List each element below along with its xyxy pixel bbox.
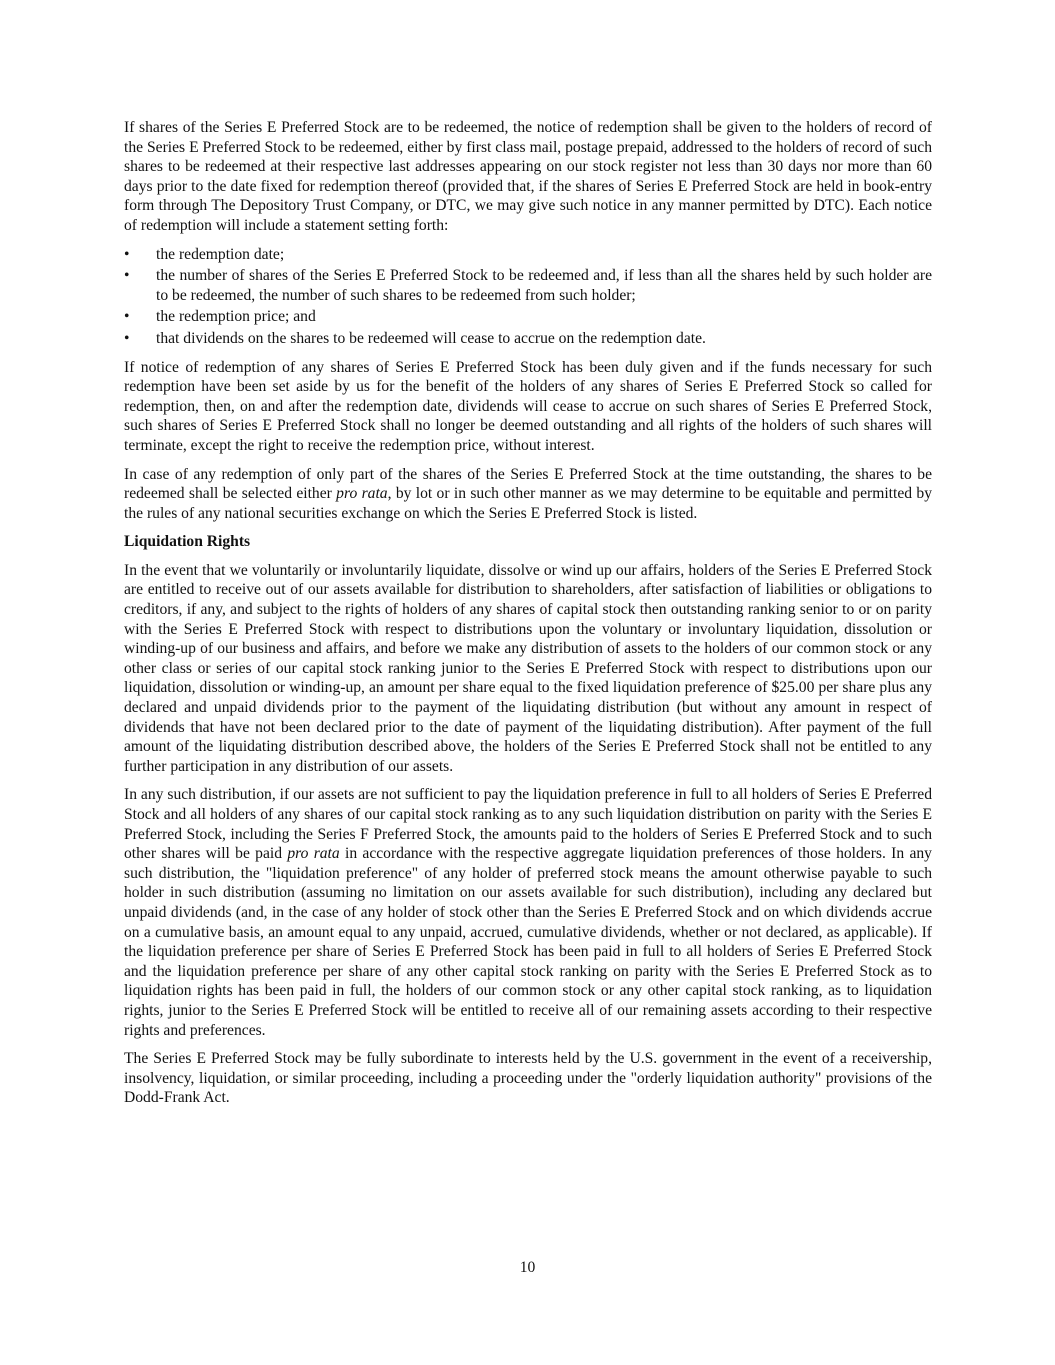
redemption-notice-paragraph: If shares of the Series E Preferred Stock are to be redeemed, the notice of redemption shall be given to the holders of record of the Series E Preferred Stock to be redeemed, either by first class mail, postage prepaid, addressed to the holders of record of such shares to be redeemed at their respective last addresses appearing on our stock register not less than 30 days nor more than 60 days prior to the date fixed for redemption thereof (provided that, if the shares of Series E Preferred Stock are held in book-entry form through The Depository Trust Company, or DTC, we may give such notice in any manner permitted by DTC). Each notice of redemption will include a statement setting forth:	[124, 119, 932, 234]
list-item-text: the redemption price; and	[156, 308, 316, 326]
list-item	[124, 307, 932, 327]
partial-redemption-paragraph	[124, 465, 932, 524]
liquidation-paragraph-2-text-b: in accordance with the respective aggregate liquidation preferences of those holders. In any such distribution, the "liquidation preference" of any holder of preferred stock means the amount otherwise payable to such holder in such distribution (assuming no limitation on our assets available for such distribution), including any declared but unpaid dividends (and, in the case of any holder of stock other than the Series E Preferred Stock and on which dividends accrue on a cumulative basis, an amount equal to any unpaid, accrued, cumulative dividends, whether or not declared, as applicable). If the liquidation preference per share of Series E Preferred Stock has been paid in full to all holders of Series E Preferred Stock and the liquidation preference per share of any other capital stock ranking on parity with the Series E Preferred Stock as to liquidation rights has been paid in full, the holders of our common stock or any other capital stock ranking, as to liquidation rights, junior to the Series E Preferred Stock will be entitled to receive all of our remaining assets according to their respective rights and preferences.	[124, 845, 932, 1039]
partial-redemption-text-b: , by lot or in such other manner as we may determine to be equitable and permitted by the rules of any national securities exchange on which the Series E Preferred Stock is listed.	[124, 485, 932, 522]
document-page	[124, 118, 932, 1117]
partial-redemption-text-a: In case of any redemption of only part of the shares of the Series E Preferred Stock at the time outstanding, the shares to be redeemed shall be selected either	[124, 465, 932, 503]
liquidation-paragraph-3: The Series E Preferred Stock may be fully subordinate to interests held by the U.S. government in the event of a receivership, insolvency, liquidation, or similar proceeding, including a proceeding under the "orderly liquidation authority" provisions of the Dodd-Frank Act.	[124, 1050, 932, 1107]
list-item	[124, 266, 932, 305]
bullet-icon: •	[124, 245, 130, 263]
page-number: 10	[519, 1259, 536, 1276]
list-item-text: the number of shares of the Series E Preferred Stock to be redeemed and, if less than all the shares held by such holder are to be redeemed, the number of such shares to be redeemed from such holder;	[156, 267, 932, 304]
pro-rata-italic: pro rata	[287, 845, 340, 863]
list-item	[124, 245, 932, 265]
liquidation-paragraph-2-text-a: In any such distribution, if our assets are not sufficient to pay the liquidation preference in full to all holders of Series E Preferred Stock and all holders of any shares of our capital stock ranking as to any such liquidation distribution on parity with the Series E Preferred Stock, including the Series F Preferred Stock, the amounts paid to the holders of Series E Preferred Stock and to such other shares will be paid	[124, 786, 932, 863]
liquidation-rights-heading: Liquidation Rights	[124, 533, 251, 551]
bullet-icon: •	[124, 267, 130, 285]
liquidation-paragraph-1: In the event that we voluntarily or involuntarily liquidate, dissolve or wind up our affairs, holders of the Series E Preferred Stock are entitled to receive out of our assets available for distribution to shareholders, after satisfaction of liabilities or obligations to creditors, if any, and subject to the rights of holders of any shares of capital stock then outstanding ranking senior to or on parity with the Series E Preferred Stock with respect to distributions upon the voluntary or involuntary liquidation, dissolution or winding-up of our business and affairs, and before we make any distribution of assets to the holders of our common stock or any other class or series of our capital stock ranking junior to the Series E Preferred Stock with respect to distributions upon our liquidation, dissolution or winding-up, an amount per share equal to the fixed liquidation preference of $25.00 per share plus any declared and unpaid dividends prior to the payment of the liquidating distribution (but without any amount in respect of dividends that have not been declared prior to the date of payment of the liquidating distribution). After payment of the full amount of the liquidating distribution described above, the holders of the Series E Preferred Stock shall not be entitled to any further participation in any distribution of our assets.	[124, 561, 932, 775]
list-item-text: the redemption date;	[156, 245, 285, 263]
bullet-icon: •	[124, 308, 130, 326]
redemption-statement-list	[124, 245, 932, 349]
list-item-text: that dividends on the shares to be redeemed will cease to accrue on the redemption date.	[156, 329, 706, 347]
liquidation-paragraph-2	[124, 785, 932, 1040]
list-item	[124, 329, 932, 349]
redemption-effect-paragraph: If notice of redemption of any shares of Series E Preferred Stock has been duly given and if the funds necessary for such redemption have been set aside by us for the benefit of the holders of any shares of Series E Preferred Stock so called for redemption, then, on and after the redemption date, dividends will cease to accrue on such shares of Series E Preferred Stock, such shares of Series E Preferred Stock shall no longer be deemed outstanding and all rights of the holders of such shares will terminate, except the right to receive the redemption price, without interest.	[124, 358, 932, 454]
bullet-icon: •	[124, 329, 130, 347]
pro-rata-italic: pro rata	[336, 485, 388, 503]
